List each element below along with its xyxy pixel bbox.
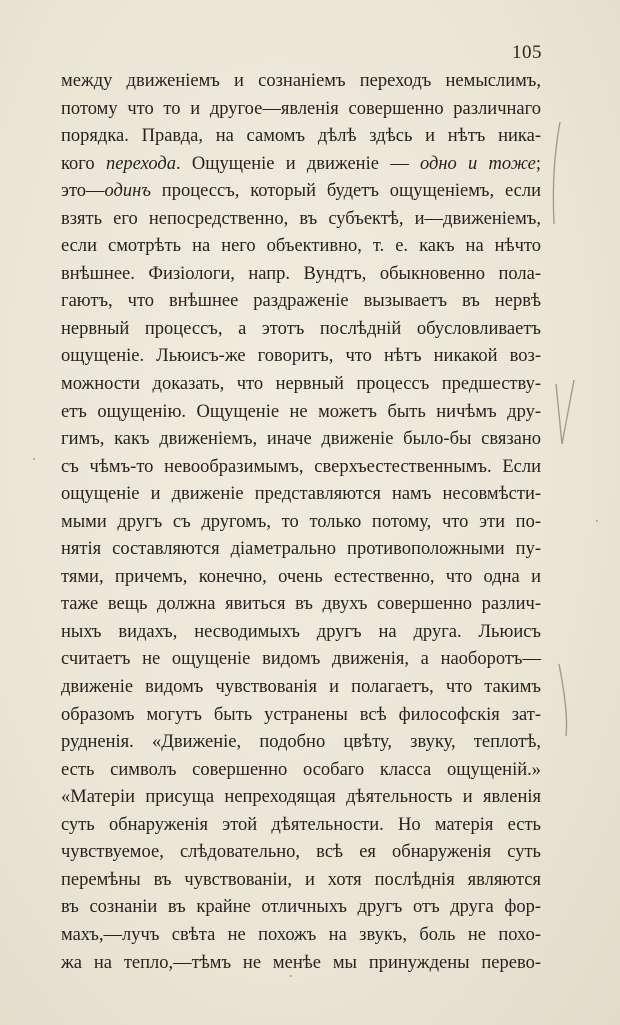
text-span: ощущеніе и движеніе представляются намъ несовмѣсти- [61, 484, 541, 505]
body-text [61, 68, 541, 977]
text-span: таже вещь должна явиться въ двухъ совершенно различ- [61, 594, 541, 615]
text-line [61, 454, 541, 482]
text-span: порядка. Правда, на самомъ дѣлѣ здѣсь и нѣтъ ника- [61, 126, 541, 147]
text-span: между движеніемъ и сознаніемъ переходъ немыслимъ, [61, 71, 541, 91]
text-span: тями, причемъ, конечно, очень естественно, что одна и [61, 566, 541, 587]
text-line [61, 371, 541, 399]
text-span: это— [61, 181, 105, 202]
text-line [61, 343, 541, 371]
text-span: образомъ могутъ быть устранены всѣ философскія зат- [61, 704, 541, 725]
text-span: мыми другъ съ другомъ, то только потому, что эти по- [61, 511, 541, 532]
text-span: чувствуемое, слѣдовательно, всѣ ея обнаруженія суть [61, 842, 541, 863]
italic-text: одно и тоже [419, 153, 536, 174]
paper-speck [596, 520, 598, 522]
italic-text: перехода [105, 153, 176, 174]
text-line [61, 96, 541, 124]
page-number: 105 [512, 42, 542, 63]
text-line [61, 151, 541, 179]
text-span: если смотрѣть на него объективно, т. е. какъ на нѣчто [61, 236, 541, 257]
text-span: нервный процессъ, а этотъ послѣдній обусловливаетъ [61, 318, 541, 339]
text-line [61, 619, 541, 647]
pencil-mark-middle [554, 378, 576, 448]
text-span: жа на тепло,—тѣмъ не менѣе мы принуждены перево- [61, 952, 541, 973]
text-line [61, 68, 541, 96]
text-span: кого [61, 153, 106, 174]
text-span: махъ,—лучъ свѣта не похожъ на звукъ, боль не похо- [61, 924, 541, 945]
text-span: въ сознаніи въ крайне отличныхъ другъ отъ друга фор- [61, 897, 541, 918]
text-line [61, 123, 541, 151]
text-span: . Ощущеніе и движеніе — [176, 153, 420, 174]
text-line [61, 646, 541, 674]
text-line [61, 481, 541, 509]
text-span: потому что то и другое—явленія совершенно различнаго [61, 98, 541, 119]
text-span: можности доказать, что нервный процессъ предшеству- [61, 374, 541, 395]
text-span: етъ ощущенію. Ощущеніе не можетъ быть ничѣмъ дру- [61, 401, 541, 422]
text-span: процессъ, который будетъ ощущеніемъ, если [150, 181, 541, 202]
text-line [61, 261, 541, 289]
text-span: перемѣны въ чувствованіи, и хотя послѣднія являются [61, 869, 541, 890]
text-span: есть символъ совершенно особаго класса ощущеній.» [61, 759, 541, 780]
text-line [61, 206, 541, 234]
text-span: взять его непосредственно, въ субъектѣ, и—движеніемъ, [61, 208, 541, 229]
paper-speck [290, 975, 292, 977]
pencil-mark-lower [556, 660, 576, 740]
text-line [61, 729, 541, 757]
text-line [61, 288, 541, 316]
text-span: считаетъ не ощущеніе видомъ движенія, а наоборотъ— [61, 649, 541, 670]
text-line [61, 536, 541, 564]
text-span: съ чѣмъ-то невообразимымъ, сверхъестественнымъ. Если [61, 456, 541, 477]
text-line [61, 812, 541, 840]
pencil-mark-top [546, 120, 566, 230]
text-span: гимъ, какъ движеніемъ, иначе движеніе было-бы связано [61, 429, 541, 450]
text-line [61, 839, 541, 867]
text-line [61, 233, 541, 261]
text-line [61, 316, 541, 344]
text-span: нятія составляются діаметрально противоположными пу- [61, 539, 541, 560]
text-line [61, 702, 541, 730]
text-span: суть обнаруженія этой дѣятельности. Но матерія есть [61, 814, 541, 835]
text-line [61, 922, 541, 950]
text-line [61, 950, 541, 978]
text-line [61, 757, 541, 785]
text-line [61, 178, 541, 206]
text-line [61, 674, 541, 702]
italic-text: одинъ [104, 181, 151, 202]
text-span: рудненія. «Движеніе, подобно цвѣту, звуку, теплотѣ, [61, 732, 541, 753]
text-span: внѣшнее. Физіологи, напр. Вундтъ, обыкновенно пола- [61, 263, 541, 284]
text-line [61, 426, 541, 454]
text-line [61, 867, 541, 895]
text-span: движеніе видомъ чувствованія и полагаетъ, что такимъ [61, 677, 541, 698]
paper-speck [33, 458, 35, 460]
text-line [61, 509, 541, 537]
text-line [61, 784, 541, 812]
text-line [61, 399, 541, 427]
text-span: гаютъ, что внѣшнее раздраженіе вызываетъ въ нервѣ [61, 291, 541, 312]
text-span: «Матеріи присуща непреходящая дѣятельность и явленія [61, 787, 541, 808]
text-line [61, 564, 541, 592]
text-span: ; [535, 153, 542, 174]
text-line [61, 591, 541, 619]
text-span: ныхъ видахъ, несводимыхъ другъ на друга. Льюисъ [61, 621, 541, 642]
text-span: ощущеніе. Льюисъ-же говоритъ, что нѣтъ никакой воз- [61, 346, 541, 367]
text-line [61, 894, 541, 922]
